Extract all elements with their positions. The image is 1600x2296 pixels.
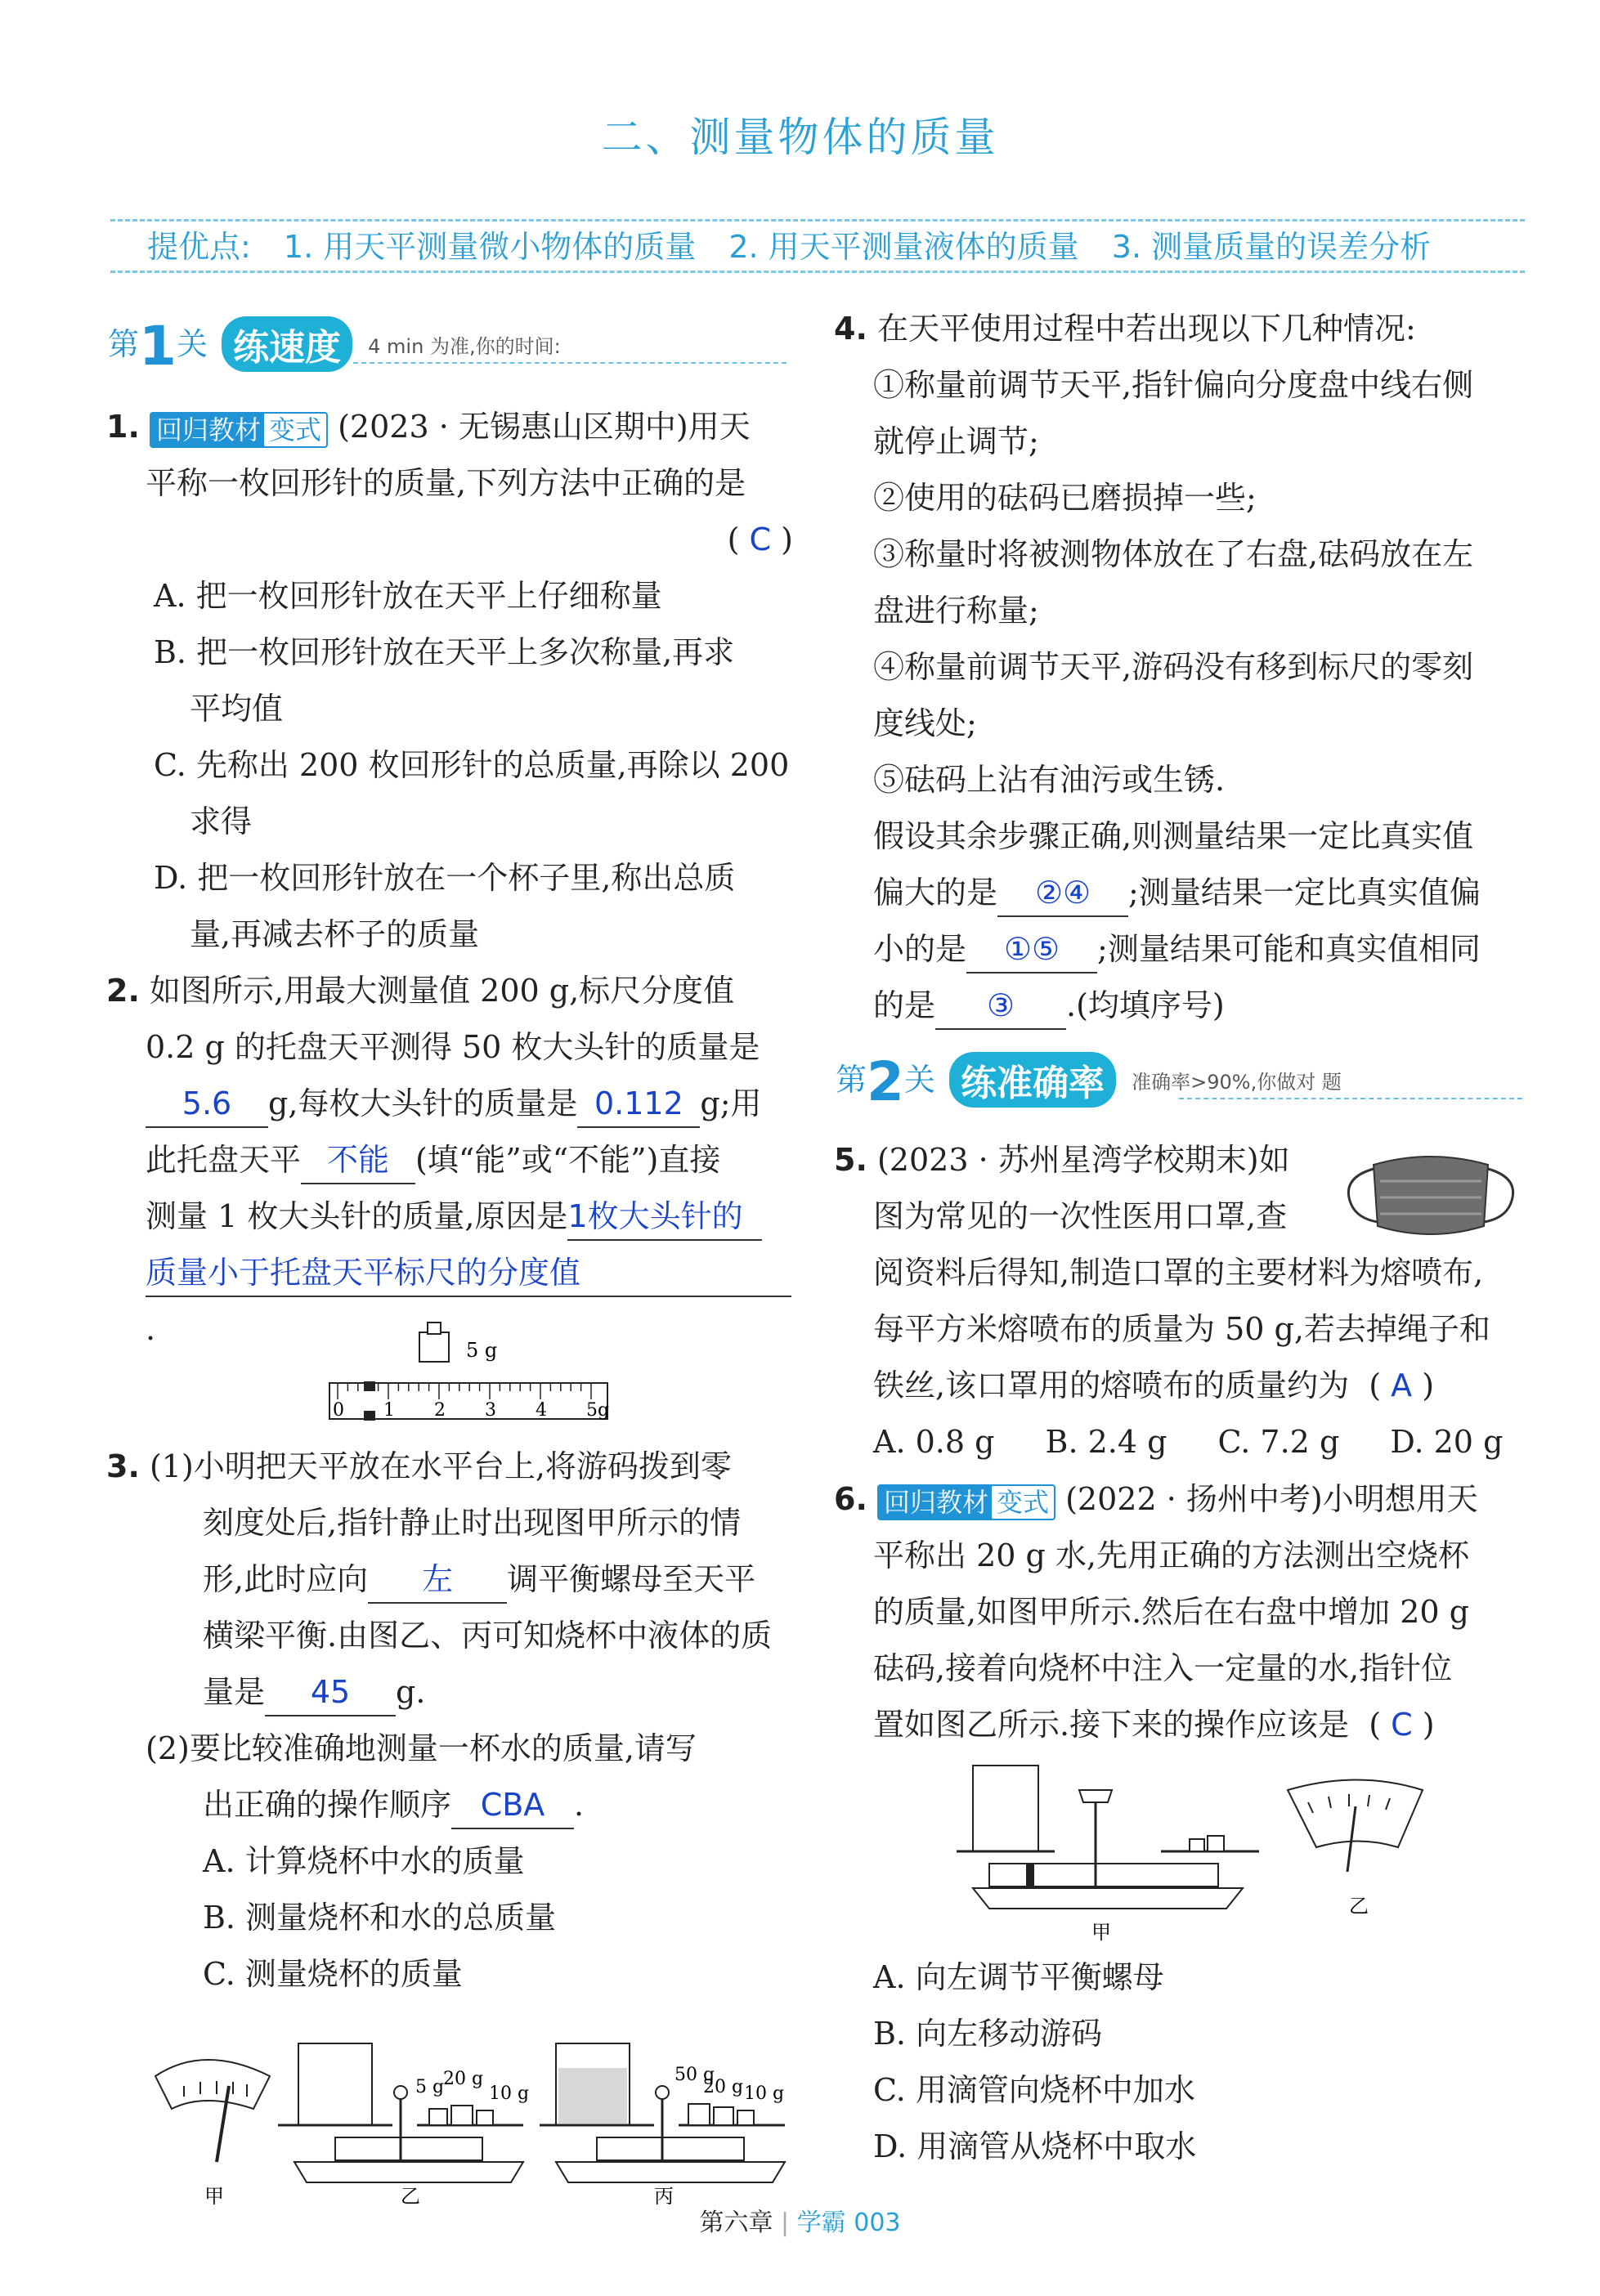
- q3-part1-line3a: 形,此时应向: [203, 1561, 369, 1597]
- q6-tag-back-to-textbook: 回归教材: [877, 1484, 995, 1520]
- q2-line-4b: (填“能”或“不能”)直接: [415, 1142, 721, 1178]
- q6-line-3: 的质量,如图甲所示.然后在右盘中增加 20 g: [873, 1594, 1469, 1630]
- q6-option-d: D. 用滴管从烧杯中取水: [873, 2128, 1197, 2164]
- q6-label-jia: 甲: [1091, 1921, 1111, 1944]
- q1-stem: 平称一枚回形针的质量,下列方法中正确的是: [146, 465, 746, 501]
- section-1-suffix: 关: [176, 326, 208, 362]
- q6-line-4: 砝码,接着向烧杯中注入一定量的水,指针位: [873, 1650, 1453, 1686]
- q4-line-1: 在天平使用过程中若出现以下几种情况:: [876, 311, 1416, 347]
- scale-tick-label: 3: [485, 1400, 496, 1421]
- q2-rider-bottom: [364, 1411, 375, 1421]
- section-2-suffix: 关: [903, 1062, 935, 1098]
- q3-part2-line2: 出正确的操作顺序: [203, 1787, 452, 1823]
- q6-line-5: 置如图乙所示.接下来的操作应该是: [873, 1707, 1350, 1743]
- q5-line-4: 每平方米熔喷布的质量为 50 g,若去掉绳子和: [873, 1311, 1490, 1347]
- footer-brand: 学霸: [796, 2209, 846, 2237]
- page-title: 二、测量物体的质量: [601, 114, 999, 161]
- q3-label-yi: 乙: [401, 2185, 420, 2207]
- tip-point-1: 1. 用天平测量微小物体的质量: [283, 229, 697, 265]
- q2-line-1: 如图所示,用最大测量值 200 g,标尺分度值: [149, 973, 735, 1009]
- q3-part2-line1: (2)要比较准确地测量一杯水的质量,请写: [146, 1730, 697, 1766]
- q2-line-5a: 测量 1 枚大头针的质量,原因是: [146, 1198, 568, 1234]
- q5-number: 5.: [834, 1142, 867, 1178]
- question-4: [834, 301, 1529, 1034]
- q5-line-3: 阅资料后得知,制造口罩的主要材料为熔喷布,: [873, 1255, 1484, 1291]
- q3-label-jia: 甲: [204, 2185, 224, 2207]
- q3-part1-line1: (1)小明把天平放在水平台上,将游码拨到零: [149, 1448, 732, 1484]
- section-1-header: [108, 315, 791, 378]
- q3-label-bing: 丙: [654, 2185, 674, 2207]
- q3-number: 3.: [106, 1448, 140, 1484]
- section-1-number: 1: [139, 315, 177, 378]
- q4-case-4-cont: 度线处;: [873, 705, 977, 741]
- q4-number: 4.: [834, 311, 867, 347]
- q3-option-a: A. 计算烧杯中水的质量: [203, 1843, 525, 1879]
- q2-line-3b: g;用: [700, 1085, 762, 1121]
- question-5: 5. (2023 · 苏州星湾学校期末)如 图为常见的一次性医用口罩,查 阅资料后得知,制造口罩的主要材料为熔喷布, 每平方米熔喷布的质量为 50 g,若去掉绳子和 铁丝,该口罩用的熔喷布的质量约为 ( A ) A. 0.8 g B. 2.4 g C. 7.2 g D. 20 g: [834, 1132, 1529, 1470]
- scale-tick-label: 5g: [586, 1400, 610, 1421]
- tip-label: 提优点:: [147, 229, 251, 265]
- section-1-name: 练速度: [222, 316, 352, 372]
- scale-tick-label: 1: [383, 1400, 395, 1421]
- q5-line-2: 图为常见的一次性医用口罩,查: [873, 1198, 1288, 1234]
- q3-figures: [147, 1962, 801, 2207]
- q4-answer-larger: ②④: [997, 870, 1128, 917]
- q4-summary: 假设其余步骤正确,则测量结果一定比真实值: [873, 818, 1474, 854]
- q4-same-tail: .(均填序号): [1066, 987, 1225, 1023]
- q2-figure: [323, 1308, 617, 1430]
- q4-case-5: ⑤砝码上沾有油污或生锈.: [873, 762, 1226, 798]
- q1-answer: C: [749, 521, 772, 557]
- q5-line-1: (2023 · 苏州星湾学校期末)如: [876, 1142, 1290, 1178]
- tip-points: [147, 222, 1454, 266]
- weight-icon: [419, 1323, 449, 1362]
- q3-answer-direction: 左: [368, 1556, 507, 1604]
- q3-yi-w3: 10 g: [489, 2083, 530, 2104]
- q4-larger-label: 偏大的是: [873, 875, 998, 911]
- tip-point-3: 3. 测量质量的误差分析: [1111, 229, 1432, 265]
- footer-chapter: 第六章: [699, 2209, 773, 2237]
- q5-option-c: C. 7.2 g: [1217, 1424, 1340, 1460]
- q1-option-c-cont: 求得: [190, 803, 253, 839]
- q3-answer-order: CBA: [451, 1782, 574, 1829]
- q4-larger-tail: ;测量结果一定比真实值偏: [1128, 875, 1481, 911]
- q3-option-c: C. 测量烧杯的质量: [203, 1956, 463, 1992]
- q1-option-c: C. 先称出 200 枚回形针的总质量,再除以 200: [154, 747, 790, 783]
- q4-case-2: ②使用的砝码已磨损掉一些;: [873, 480, 1257, 516]
- section-2-number: 2: [867, 1050, 904, 1113]
- q4-case-1-cont: 就停止调节;: [873, 423, 1039, 459]
- q2-line-4a: 此托盘天平: [146, 1142, 302, 1178]
- q4-smaller-label: 小的是: [873, 931, 967, 967]
- q6-label-yi: 乙: [1349, 1895, 1369, 1918]
- q1-option-a: A. 把一枚回形针放在天平上仔细称量: [154, 578, 662, 614]
- section-2-name: 练准确率: [949, 1052, 1116, 1108]
- q4-case-3: ③称量时将被测物体放在了右盘,砝码放在左: [873, 536, 1474, 572]
- q4-answer-smaller: ①⑤: [966, 926, 1097, 973]
- q3-part1-line3b: 调平衡螺母至天平: [507, 1561, 756, 1597]
- q3-part1-line2: 刻度处后,指针静止时出现图甲所示的情: [203, 1505, 742, 1541]
- tag-variant: 变式: [262, 412, 328, 448]
- q2-answer-reason-2: 质量小于托盘天平标尺的分度值: [146, 1250, 791, 1297]
- q2-rider-top: [364, 1381, 375, 1391]
- q6-option-a: A. 向左调节平衡螺母: [873, 1959, 1164, 1995]
- question-3: 3. (1)小明把天平放在水平台上,将游码拨到零 刻度处后,指针静止时出现图甲所示的情 形,此时应向 左 调平衡螺母至天平 横梁平衡.由图乙、丙可知烧杯中液体的质 量是 45 g. (2)要比较准确地测量一杯水的质量,请写 出正确的操作顺序 CBA . A. 计算烧杯中水的质量 B. 测量烧杯和水的总质量 C. 测量烧杯的质量: [106, 1439, 793, 2003]
- question-6-options: [834, 1949, 1529, 2175]
- q3-balance-bing: [540, 2043, 785, 2182]
- q1-number: 1.: [106, 409, 140, 445]
- q3-bing-w3: 10 g: [744, 2083, 785, 2104]
- section-1-prefix: 第: [108, 326, 140, 362]
- mask-image: [1341, 1140, 1521, 1246]
- q5-line-5: 铁丝,该口罩用的熔喷布的质量约为: [873, 1367, 1350, 1403]
- q2-answer-each: 0.112: [577, 1081, 700, 1128]
- q3-option-b: B. 测量烧杯和水的总质量: [203, 1900, 557, 1936]
- q4-case-4: ④称量前调节天平,游码没有移到标尺的零刻: [873, 649, 1474, 685]
- q3-balance-yi: [278, 2043, 523, 2182]
- q6-balance-jia: [957, 1766, 1259, 1909]
- section-1-note: 4 min 为准,你的时间:: [368, 335, 561, 358]
- scale-tick-label: 4: [536, 1400, 547, 1421]
- q2-line-3a: g,每枚大头针的质量是: [268, 1085, 578, 1121]
- question-2: 2. 如图所示,用最大测量值 200 g,标尺分度值 0.2 g 的托盘天平测得 50 枚大头针的质量是 5.6 g,每枚大头针的质量是 0.112 g;用 此托盘天平 不能 (填“能”或“不能”)直接 测量 1 枚大头针的质量,原因是1枚大头针的 质量小于托盘天平标尺的分度值.: [106, 963, 793, 1358]
- q5-answer: A: [1391, 1367, 1413, 1403]
- scale-tick-label: 2: [434, 1400, 446, 1421]
- q4-smaller-tail: ;测量结果可能和真实值相同: [1097, 931, 1481, 967]
- q1-option-b: B. 把一枚回形针放在天平上多次称量,再求: [154, 634, 735, 670]
- q3-answer-mass: 45: [265, 1669, 396, 1716]
- q2-number: 2.: [106, 973, 140, 1009]
- q3-yi-w1: 5 g: [415, 2077, 445, 2097]
- q1-source: (2023 · 无锡惠山区期中)用天: [338, 409, 751, 445]
- q6-answer: C: [1391, 1707, 1413, 1743]
- q3-bing-w4: 50 g: [675, 2065, 715, 2085]
- section-2-header: [836, 1050, 1531, 1113]
- q2-answer-reason-1: 1枚大头针的: [567, 1193, 762, 1241]
- section-2-arrow: [1179, 1098, 1522, 1099]
- q6-figure: [957, 1757, 1529, 1945]
- q4-same-label: 的是: [873, 987, 936, 1023]
- section-2-prefix: 第: [836, 1062, 867, 1098]
- page-footer: 第六章 | 学霸 003: [699, 2209, 901, 2237]
- section-2-note: 准确率>90%,你做对 题: [1132, 1071, 1342, 1094]
- q2-weight-label: 5 g: [466, 1339, 498, 1362]
- q3-part1-line5b: g.: [396, 1674, 426, 1710]
- q6-tag-variant: 变式: [990, 1484, 1055, 1520]
- scale-tick-label: 0: [333, 1400, 344, 1421]
- q2-line-2: 0.2 g 的托盘天平测得 50 枚大头针的质量是: [146, 1029, 760, 1065]
- q2-answer-can: 不能: [301, 1137, 415, 1184]
- q1-option-d-cont: 量,再减去杯子的质量: [190, 916, 480, 952]
- q6-dial-yi: [1288, 1780, 1423, 1873]
- question-1: 1. 回归教材 变式 (2023 · 无锡惠山区期中)用天 平称一枚回形针的质量,下列方法中正确的是 ( C ) A. 把一枚回形针放在天平上仔细称量 B. 把一枚回形针放在天平上多次称量,再求 平均值 C. 先称出 200 枚回形针的总质量,再除以 200 求得 D. 把一枚回形针放在一个杯子里,称出总质 量,再减去杯子的质量: [106, 399, 793, 963]
- footer-page-number: 003: [854, 2209, 901, 2237]
- q5-option-b: B. 2.4 g: [1045, 1424, 1168, 1460]
- q5-option-a: A. 0.8 g: [873, 1424, 995, 1460]
- tag-back-to-textbook: 回归教材: [150, 412, 267, 448]
- q6-option-b: B. 向左移动游码: [873, 2016, 1103, 2052]
- question-6: 6. 回归教材 变式 (2022 · 扬州中考)小明想用天 平称出 20 g 水,先用正确的方法测出空烧杯 的质量,如图甲所示.然后在右盘中增加 20 g 砝码,接着向烧杯中注入一定量的水,指针位 置如图乙所示.接下来的操作应该是 ( C ): [834, 1471, 1529, 1753]
- q1-option-d: D. 把一枚回形针放在一个杯子里,称出总质: [154, 860, 736, 896]
- q4-case-3-cont: 盘进行称量;: [873, 593, 1039, 629]
- q2-answer-total: 5.6: [146, 1081, 268, 1128]
- q3-yi-w2: 20 g: [443, 2069, 484, 2089]
- q4-case-1: ①称量前调节天平,指针偏向分度盘中线右侧: [873, 367, 1474, 403]
- section-1-arrow: [353, 362, 787, 364]
- tip-point-2: 2. 用天平测量液体的质量: [728, 229, 1079, 265]
- q6-number: 6.: [834, 1481, 867, 1517]
- q6-source: (2022 · 扬州中考)小明想用天: [1065, 1481, 1478, 1517]
- q4-answer-same: ③: [935, 982, 1066, 1030]
- q5-option-d: D. 20 g: [1390, 1424, 1504, 1460]
- q1-option-b-cont: 平均值: [190, 691, 284, 727]
- q6-option-c: C. 用滴管向烧杯中加水: [873, 2072, 1195, 2108]
- q3-bing-w2: 20 g: [703, 2077, 744, 2097]
- q3-part1-line4: 横梁平衡.由图乙、丙可知烧杯中液体的质: [203, 1618, 773, 1654]
- q6-line-2: 平称出 20 g 水,先用正确的方法测出空烧杯: [873, 1537, 1469, 1573]
- q3-part1-line5a: 量是: [203, 1674, 266, 1710]
- q3-dial-jia: [155, 2060, 270, 2162]
